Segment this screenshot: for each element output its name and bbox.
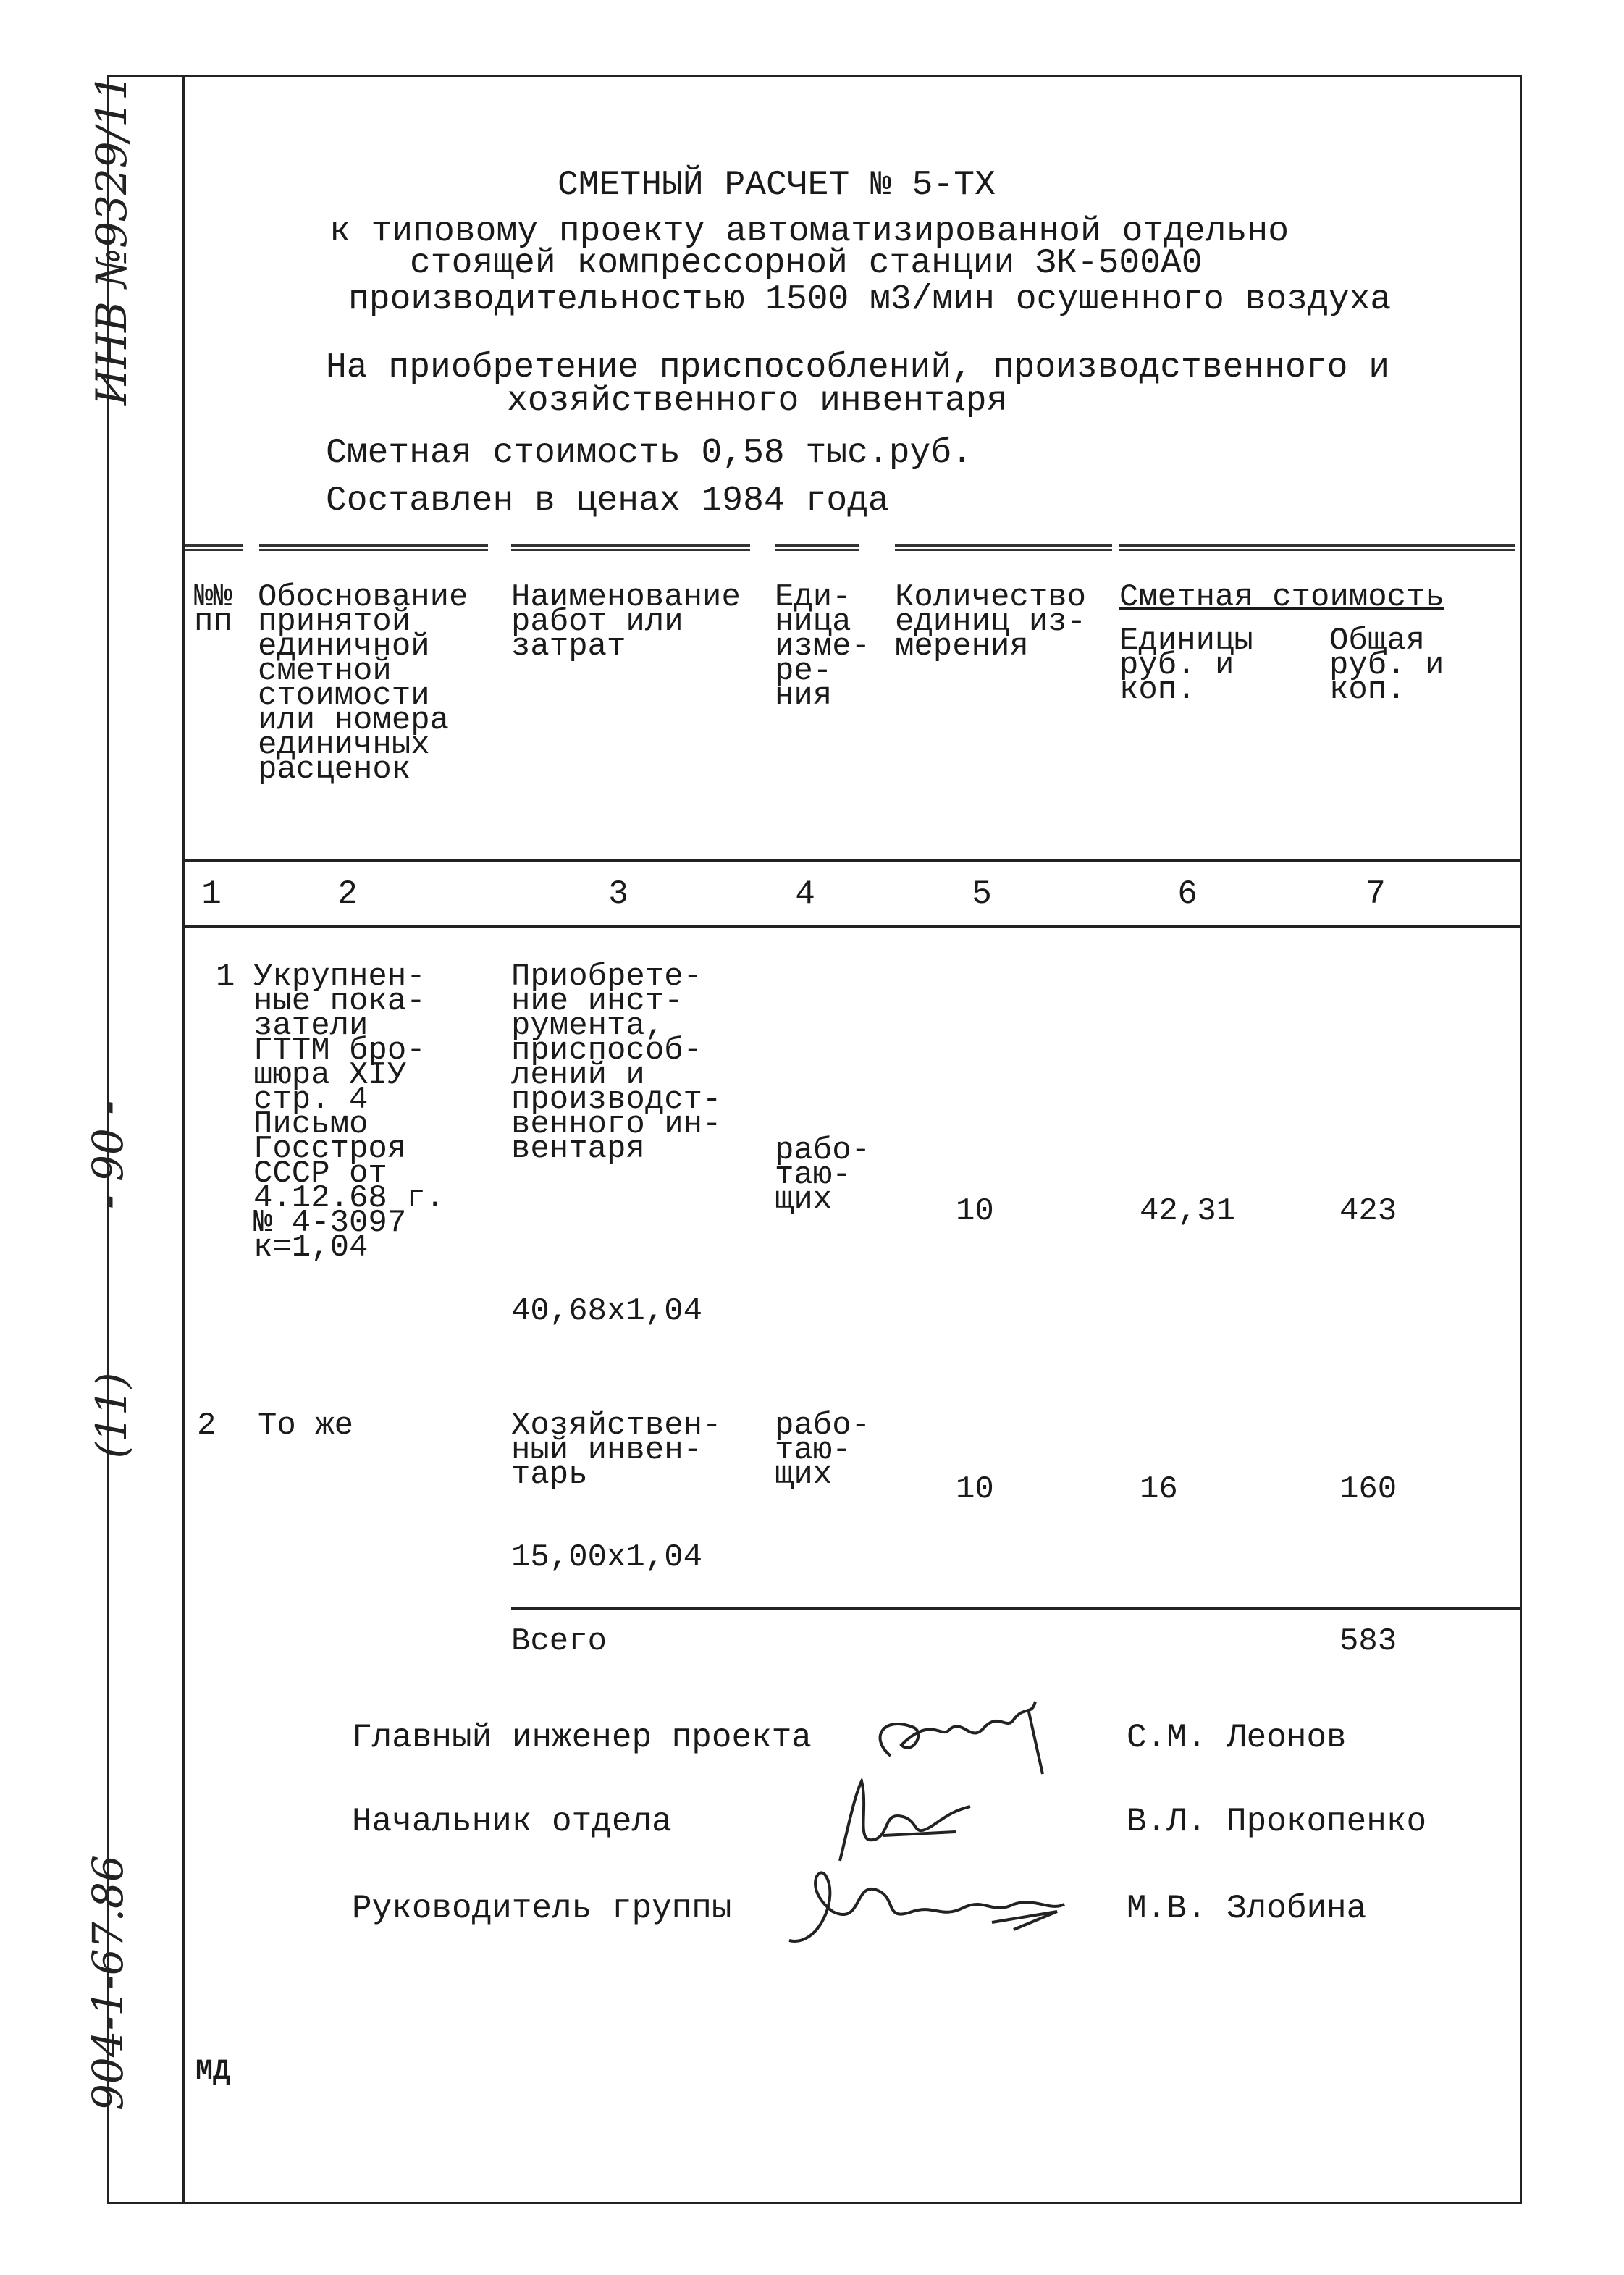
total-value: 583 (1339, 1623, 1397, 1660)
row-2-unit-cost: 16 (1140, 1471, 1178, 1507)
row-2-quantity: 10 (956, 1471, 994, 1507)
row-1-quantity: 10 (956, 1193, 994, 1229)
header-rule (895, 544, 1112, 551)
column-number-rule (182, 859, 1522, 862)
heading-line-3: производительностью 1500 м3/мин осушенного воздуха (348, 280, 1392, 319)
header-rule (1119, 544, 1515, 551)
footer-mark: МД (195, 2056, 231, 2088)
header-rule (511, 544, 750, 551)
purpose-line-2: хозяйственного инвентаря (507, 382, 1008, 421)
total-label: Всего (511, 1623, 607, 1660)
column-number: 4 (795, 875, 815, 913)
row-2-name: Хозяйствен- ный инвен- тарь (511, 1408, 722, 1493)
header-quantity: Количество единиц из- мерения (895, 579, 1087, 665)
header-rule (185, 544, 243, 551)
header-estimated-cost: Сметная стоимость (1119, 579, 1444, 615)
total-rule (511, 1607, 1522, 1610)
estimated-cost: Сметная стоимость 0,58 тыс.руб. (326, 434, 972, 473)
signature-role: Руководитель группы (352, 1890, 732, 1927)
inventory-number: ИНВ №9329/11 (87, 73, 136, 405)
column-number: 7 (1366, 875, 1386, 913)
purpose-line-1: На приобретение приспособлений, производственного и (326, 348, 1390, 387)
header-total-cost: Общая руб. и коп. (1329, 623, 1444, 708)
row-2-basis: То же (258, 1408, 354, 1444)
signature-person: В.Л. Прокопенко (1127, 1803, 1427, 1841)
row-1-name: Приобрете- ние инст- румента, приспособ- лений и производст- венного ин- вентаря (511, 959, 722, 1167)
page-number: - 90 - (83, 1101, 132, 1209)
row-2-unit: рабо- таю- щих (775, 1408, 871, 1493)
header-basis: Обоснование принятой единичной сметной стоимости или номера единичных расценок (258, 579, 468, 788)
row-1-number: 1 (216, 959, 235, 995)
handwritten-signature (775, 1854, 1086, 1955)
header-rule (775, 544, 859, 551)
row-1-unit: рабо- таю- щих (775, 1132, 871, 1218)
row-2-number: 2 (197, 1408, 216, 1444)
header-name: Наименование работ или затрат (511, 579, 741, 665)
document-code: 904-1-67.86 (83, 1855, 132, 2111)
row-1-basis: Укрупнен- ные пока- затели ГТТМ бро- шюра XIУ стр. 4 Письмо Госстроя СССР от 4.12.68 г. № 4-3097 к=1,04 (253, 959, 445, 1266)
column-number: 3 (608, 875, 628, 913)
row-1-total: 423 (1339, 1193, 1397, 1229)
document-title: СМЕТНЫЙ РАСЧЕТ № 5-ТХ (558, 166, 996, 205)
column-number-rule (182, 925, 1522, 928)
row-1-calculation: 40,68х1,04 (511, 1293, 703, 1329)
signature-person: С.М. Леонов (1127, 1719, 1347, 1757)
heading-line-1: к типовому проекту автоматизированной отдельно (329, 212, 1289, 251)
column-number: 2 (337, 875, 358, 913)
row-2-total: 160 (1339, 1471, 1397, 1507)
header-rule (259, 544, 488, 551)
row-1-unit-cost: 42,31 (1140, 1193, 1236, 1229)
row-2-calculation: 15,00х1,04 (511, 1539, 703, 1576)
header-unit: Еди- ница изме- ре- ния (775, 579, 871, 714)
heading-line-2: стоящей компрессорной станции ЗК-500А0 (410, 244, 1203, 283)
copy-number: (11) (87, 1372, 136, 1459)
header-number: №№ пп (194, 579, 232, 640)
price-base: Составлен в ценах 1984 года (326, 482, 889, 521)
column-number: 6 (1177, 875, 1198, 913)
signature-role: Главный инженер проекта (352, 1719, 812, 1757)
column-number: 5 (972, 875, 992, 913)
margin-line (182, 75, 185, 2204)
signature-person: М.В. Злобина (1127, 1890, 1367, 1927)
header-unit-cost: Единицы руб. и коп. (1119, 623, 1253, 708)
signature-role: Начальник отдела (352, 1803, 672, 1841)
column-number: 1 (201, 875, 222, 913)
